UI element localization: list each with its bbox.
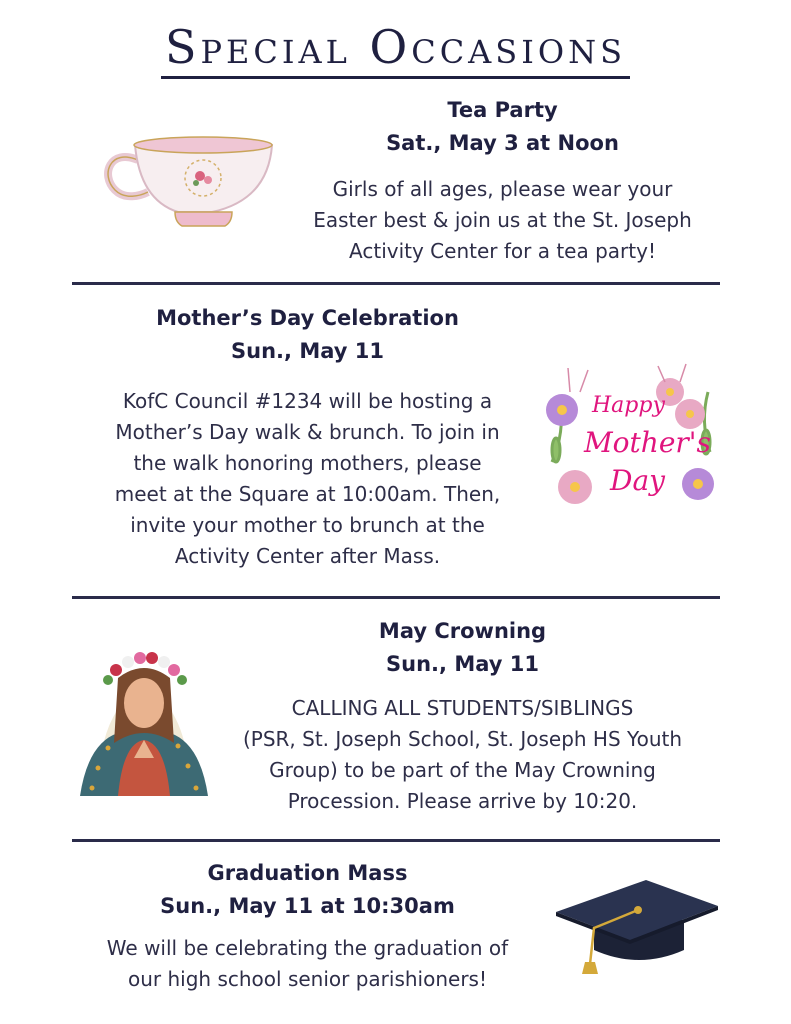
event-text-line: Group) to be part of the May Crowning [269,758,656,782]
divider [72,282,720,285]
day-text: Day [610,464,665,497]
event-text-line: KofC Council #1234 will be hosting a [122,389,493,413]
event-graduation-mass [60,857,555,995]
event-heading: Tea Party [447,98,558,122]
mary-crowned-flowers-icon [78,648,210,796]
event-heading: Graduation Mass [207,861,408,885]
happy-text: Happy [592,393,665,418]
page-title: Special Occasions [0,20,791,74]
teacup-icon [100,130,280,230]
event-text-line: We will be celebrating the graduation of [106,936,509,960]
event-heading: Mother’s Day Celebration [156,306,459,330]
event-date: Sat., May 3 at Noon [386,131,619,155]
event-date: Sun., May 11 at 10:30am [160,894,455,918]
event-text-line: Activity Center for a tea party! [349,239,656,263]
event-mothers-day [80,302,535,572]
event-tea-party [275,94,730,267]
event-date: Sun., May 11 [386,652,539,676]
event-heading: May Crowning [378,619,547,643]
event-text-line: invite your mother to brunch at the [130,513,485,537]
event-text-line: Procession. Please arrive by 10:20. [287,789,638,813]
event-text-line: our high school senior parishioners! [128,967,487,991]
event-text-line: the walk honoring mothers, please [133,451,482,475]
event-text-line: Easter best & join us at the St. Joseph [313,208,692,232]
divider [72,596,720,599]
event-text-line: meet at the Square at 10:00am. Then, [114,482,501,506]
event-date: Sun., May 11 [231,339,384,363]
event-text-line: Mother’s Day walk & brunch. To join in [115,420,500,444]
mothers-text: Mother's [584,426,711,459]
event-text-line: CALLING ALL STUDENTS/SIBLINGS [291,696,634,720]
event-text-line: Activity Center after Mass. [174,544,441,568]
graduation-cap-icon [554,876,720,976]
event-text-line: (PSR, St. Joseph School, St. Joseph HS Youth [242,727,683,751]
happy-mothers-day-flowers-icon [540,362,720,522]
divider [72,839,720,842]
event-may-crowning [205,615,720,817]
event-text-line: Girls of all ages, please wear your [332,177,673,201]
